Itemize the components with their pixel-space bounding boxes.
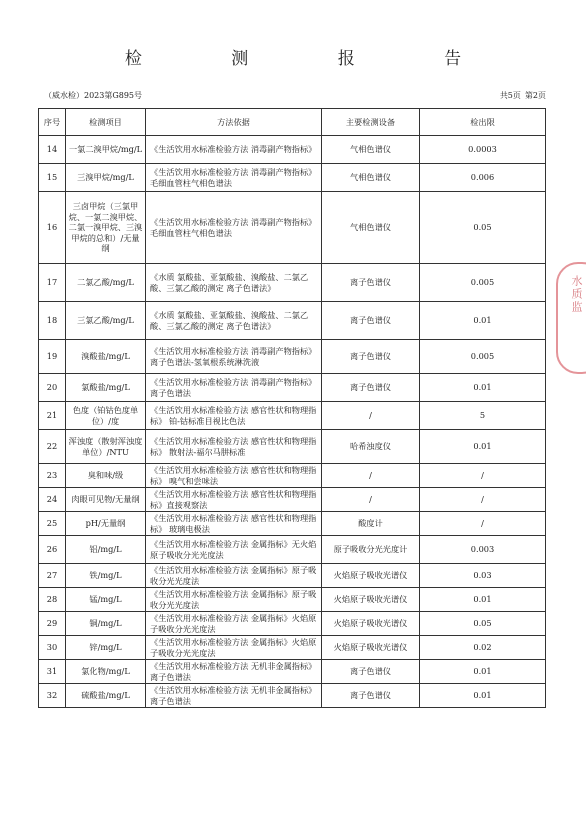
- page-number: 第2页: [524, 91, 546, 100]
- header-equipment: 主要检测设备: [322, 109, 420, 136]
- row-method: 《生活饮用水标准检验方法 消毒副产物指标》离子色谱法: [146, 374, 322, 402]
- header-limit: 检出限: [420, 109, 546, 136]
- row-limit: 0.005: [420, 264, 546, 302]
- row-item: pH/无量纲: [66, 512, 146, 536]
- row-number: 16: [39, 192, 66, 264]
- table-row: [39, 136, 546, 164]
- row-number: 14: [39, 136, 66, 164]
- row-method: 《生活饮用水标准检验方法 消毒副产物指标》离子色谱法-氢氧根系统淋洗液: [146, 340, 322, 374]
- row-equipment: 离子色谱仪: [322, 374, 420, 402]
- row-item: 臭和味/级: [66, 464, 146, 488]
- row-number: 30: [39, 636, 66, 660]
- row-method: 《水质 氯酸盐、亚氯酸盐、溴酸盐、二氯乙酸、三氯乙酸的测定 离子色谱法》: [146, 264, 322, 302]
- row-number: 17: [39, 264, 66, 302]
- row-equipment: 火焰原子吸收光谱仪: [322, 636, 420, 660]
- row-item: 色度（铂钴色度单位）/度: [66, 402, 146, 430]
- row-item: 肉眼可见物/无量纲: [66, 488, 146, 512]
- row-limit: 0.01: [420, 374, 546, 402]
- row-method: 《生活饮用水标准检验方法 无机非金属指标》离子色谱法: [146, 684, 322, 708]
- header-item: 检测项目: [66, 109, 146, 136]
- table-header-row: [39, 109, 546, 136]
- row-limit: /: [420, 512, 546, 536]
- row-equipment: 离子色谱仪: [322, 264, 420, 302]
- row-number: 29: [39, 612, 66, 636]
- row-limit: 0.01: [420, 588, 546, 612]
- row-limit: 0.03: [420, 564, 546, 588]
- row-item: 三卤甲烷（三氯甲烷、一氯二溴甲烷、二氯一溴甲烷、三溴甲烷的总和）/无量纲: [66, 192, 146, 264]
- row-number: 18: [39, 302, 66, 340]
- row-equipment: /: [322, 488, 420, 512]
- row-limit: 0.02: [420, 636, 546, 660]
- row-method: 《生活饮用水标准检验方法 金属指标》无火焰原子吸收分光光度法: [146, 536, 322, 564]
- row-method: 《生活饮用水标准检验方法 消毒副产物指标》毛细血管柱气相色谱法: [146, 164, 322, 192]
- row-method: 《生活饮用水标准检验方法 金属指标》火焰原子吸收分光光度法: [146, 636, 322, 660]
- row-equipment: 原子吸收分光光度计: [322, 536, 420, 564]
- row-equipment: /: [322, 464, 420, 488]
- report-number: （威水检）2023第G895号: [44, 91, 143, 100]
- table-row: [39, 512, 546, 536]
- row-method: 《生活饮用水标准检验方法 无机非金属指标》离子色谱法: [146, 660, 322, 684]
- table-row: [39, 192, 546, 264]
- row-number: 21: [39, 402, 66, 430]
- row-equipment: 气相色谱仪: [322, 164, 420, 192]
- row-number: 24: [39, 488, 66, 512]
- row-number: 20: [39, 374, 66, 402]
- row-equipment: 气相色谱仪: [322, 136, 420, 164]
- table-row: [39, 636, 546, 660]
- table-row: [39, 264, 546, 302]
- table-body: [39, 136, 546, 708]
- table-row: [39, 684, 546, 708]
- table-row: [39, 588, 546, 612]
- report-title: 检 测 报 告: [124, 49, 504, 69]
- row-number: 26: [39, 536, 66, 564]
- row-equipment: 火焰原子吸收光谱仪: [322, 588, 420, 612]
- row-equipment: 离子色谱仪: [322, 684, 420, 708]
- row-item: 浑浊度（散射浑浊度单位）/NTU: [66, 430, 146, 464]
- row-method: 《生活饮用水标准检验方法 消毒副产物指标》: [146, 136, 322, 164]
- row-equipment: 火焰原子吸收光谱仪: [322, 564, 420, 588]
- row-item: 一氯二溴甲烷/mg/L: [66, 136, 146, 164]
- row-equipment: 离子色谱仪: [322, 340, 420, 374]
- row-limit: 0.01: [420, 684, 546, 708]
- row-equipment: 离子色谱仪: [322, 660, 420, 684]
- results-table: [38, 108, 546, 708]
- row-item: 铝/mg/L: [66, 536, 146, 564]
- row-equipment: 哈希浊度仪: [322, 430, 420, 464]
- row-limit: 0.05: [420, 192, 546, 264]
- row-method: 《生活饮用水标准检验方法 感官性状和物理指标》直接观察法: [146, 488, 322, 512]
- row-limit: 0.003: [420, 536, 546, 564]
- table-row: [39, 536, 546, 564]
- row-equipment: /: [322, 402, 420, 430]
- row-method: 《生活饮用水标准检验方法 金属指标》火焰原子吸收分光光度法: [146, 612, 322, 636]
- row-equipment: 气相色谱仪: [322, 192, 420, 264]
- row-item: 硫酸盐/mg/L: [66, 684, 146, 708]
- row-limit: 0.01: [420, 430, 546, 464]
- row-method: 《生活饮用水标准检验方法 感官性状和物理指标》 嗅气和尝味法: [146, 464, 322, 488]
- row-limit: 0.05: [420, 612, 546, 636]
- row-method: 《生活饮用水标准检验方法 金属指标》原子吸收分光光度法: [146, 588, 322, 612]
- row-item: 氯酸盐/mg/L: [66, 374, 146, 402]
- row-item: 氯化物/mg/L: [66, 660, 146, 684]
- page-info: [496, 90, 546, 101]
- table-row: [39, 564, 546, 588]
- table-row: [39, 402, 546, 430]
- table-row: [39, 340, 546, 374]
- row-method: 《生活饮用水标准检验方法 感官性状和物理指标》 铂-钴标准目视比色法: [146, 402, 322, 430]
- row-number: 22: [39, 430, 66, 464]
- table-row: [39, 164, 546, 192]
- row-limit: 0.006: [420, 164, 546, 192]
- row-method: 《水质 氯酸盐、亚氯酸盐、溴酸盐、二氯乙酸、三氯乙酸的测定 离子色谱法》: [146, 302, 322, 340]
- table-row: [39, 430, 546, 464]
- row-item: 锌/mg/L: [66, 636, 146, 660]
- seal-stamp-text: 水质监: [570, 275, 583, 314]
- row-number: 23: [39, 464, 66, 488]
- table-row: [39, 660, 546, 684]
- row-item: 铜/mg/L: [66, 612, 146, 636]
- row-limit: 0.01: [420, 660, 546, 684]
- row-limit: /: [420, 464, 546, 488]
- table-row: [39, 488, 546, 512]
- row-number: 19: [39, 340, 66, 374]
- row-limit: 0.0003: [420, 136, 546, 164]
- total-pages: 共5页: [499, 91, 521, 100]
- row-method: 《生活饮用水标准检验方法 感官性状和物理指标》 散射法-福尔马肼标准: [146, 430, 322, 464]
- table-row: [39, 612, 546, 636]
- row-item: 铁/mg/L: [66, 564, 146, 588]
- row-item: 三氯乙酸/mg/L: [66, 302, 146, 340]
- row-number: 27: [39, 564, 66, 588]
- header-method: 方法依据: [146, 109, 322, 136]
- row-number: 31: [39, 660, 66, 684]
- row-limit: /: [420, 488, 546, 512]
- header-no: 序号: [39, 109, 66, 136]
- row-equipment: 酸度计: [322, 512, 420, 536]
- row-number: 28: [39, 588, 66, 612]
- row-limit: 0.005: [420, 340, 546, 374]
- row-item: 三溴甲烷/mg/L: [66, 164, 146, 192]
- row-number: 15: [39, 164, 66, 192]
- row-method: 《生活饮用水标准检验方法 金属指标》原子吸收分光光度法: [146, 564, 322, 588]
- table-row: [39, 464, 546, 488]
- row-equipment: 火焰原子吸收光谱仪: [322, 612, 420, 636]
- row-method: 《生活饮用水标准检验方法 消毒副产物指标》毛细血管柱气相色谱法: [146, 192, 322, 264]
- row-item: 二氯乙酸/mg/L: [66, 264, 146, 302]
- table-row: [39, 302, 546, 340]
- row-item: 锰/mg/L: [66, 588, 146, 612]
- row-item: 溴酸盐/mg/L: [66, 340, 146, 374]
- row-number: 32: [39, 684, 66, 708]
- row-number: 25: [39, 512, 66, 536]
- table-row: [39, 374, 546, 402]
- row-equipment: 离子色谱仪: [322, 302, 420, 340]
- row-limit: 0.01: [420, 302, 546, 340]
- row-method: 《生活饮用水标准检验方法 感官性状和物理指标》 玻璃电极法: [146, 512, 322, 536]
- row-limit: 5: [420, 402, 546, 430]
